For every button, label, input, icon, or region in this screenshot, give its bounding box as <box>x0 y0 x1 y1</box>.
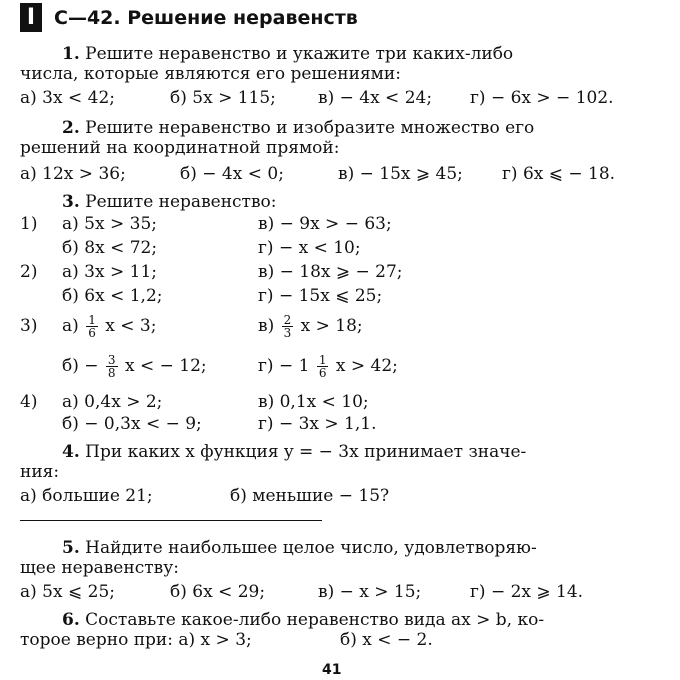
group-label: 4) <box>20 392 38 412</box>
divider <box>20 520 322 521</box>
group-label: 1) <box>20 214 38 234</box>
task-text: торое верно при: а) x > 3; <box>20 630 252 650</box>
item-d: г) − 15x ⩽ 25; <box>258 286 383 306</box>
item-c: в) − x > 15; <box>318 582 422 602</box>
task-number: 5. <box>62 538 80 558</box>
item-d: г) − 1 $\frac{1}{6}$ x > 42; <box>258 353 398 380</box>
task-text: Решите неравенство: <box>85 192 277 212</box>
item-c: в) 0,1x < 10; <box>258 392 369 412</box>
item-d: г) − x < 10; <box>258 238 361 258</box>
task-text: Решите неравенство и изобразите множество его <box>85 118 535 138</box>
fraction: $\frac{3}{8}$ <box>107 353 116 380</box>
task-number: 6. <box>62 610 80 630</box>
item-b: б) 5x > 115; <box>170 88 276 108</box>
item-a: а) 12x > 36; <box>20 164 126 184</box>
item-a: а) 3x < 42; <box>20 88 115 108</box>
item-a: а) $\frac{1}{6}$ x < 3; <box>62 313 157 340</box>
group-label: 3) <box>20 316 38 336</box>
item-b: б) 8x < 72; <box>62 238 158 258</box>
task-text: решений на координатной прямой: <box>20 138 340 158</box>
item-a: а) 0,4x > 2; <box>62 392 163 412</box>
task-text: числа, которые являются его решениями: <box>20 64 401 84</box>
task-number: 1. <box>62 44 80 64</box>
item-c: в) $\frac{2}{3}$ x > 18; <box>258 313 363 340</box>
section-badge: I <box>20 3 42 32</box>
fraction: $\frac{1}{6}$ <box>88 313 96 340</box>
task-text: При каких x функция y = − 3x принимает значе- <box>85 442 527 462</box>
item-a: а) 5x ⩽ 25; <box>20 582 115 602</box>
task-text: щее неравенству: <box>20 558 179 578</box>
item-d: г) 6x ⩽ − 18. <box>502 164 616 184</box>
item-a: а) 3x > 11; <box>62 262 157 282</box>
item-b: б) − 0,3x < − 9; <box>62 414 202 434</box>
item-b: б) меньшие − 15? <box>230 486 390 506</box>
item-d: г) − 2x ⩾ 14. <box>470 582 584 602</box>
task-number: 4. <box>62 442 80 462</box>
group-label: 2) <box>20 262 38 282</box>
item-b: б) − 4x < 0; <box>180 164 284 184</box>
task-text: б) x < − 2. <box>340 630 433 650</box>
task-number: 3. <box>62 192 80 212</box>
task-number: 2. <box>62 118 80 138</box>
task-text: Найдите наибольшее целое число, удовлетворяю- <box>85 538 537 558</box>
task-text: Составьте какое-либо неравенство вида ax > b, ко- <box>85 610 545 630</box>
item-b: б) 6x < 29; <box>170 582 266 602</box>
item-c: в) − 9x > − 63; <box>258 214 392 234</box>
item-d: г) − 6x > − 102. <box>470 88 614 108</box>
item-a: а) большие 21; <box>20 486 153 506</box>
item-b: б) − $\frac{3}{8}$ x < − 12; <box>62 353 207 380</box>
fraction: $\frac{2}{3}$ <box>283 313 292 340</box>
item-a: а) 5x > 35; <box>62 214 157 234</box>
task-text: ния: <box>20 462 60 482</box>
item-d: г) − 3x > 1,1. <box>258 414 377 434</box>
item-c: в) − 15x ⩾ 45; <box>338 164 463 184</box>
page-number: 41 <box>322 662 342 678</box>
item-c: в) − 4x < 24; <box>318 88 433 108</box>
item-b: б) 6x < 1,2; <box>62 286 163 306</box>
item-c: в) − 18x ⩾ − 27; <box>258 262 403 282</box>
task-text: Решите неравенство и укажите три каких-либо <box>85 44 514 64</box>
page-title: С—42. Решение неравенств <box>54 7 358 29</box>
fraction: $\frac{1}{6}$ <box>318 353 327 380</box>
